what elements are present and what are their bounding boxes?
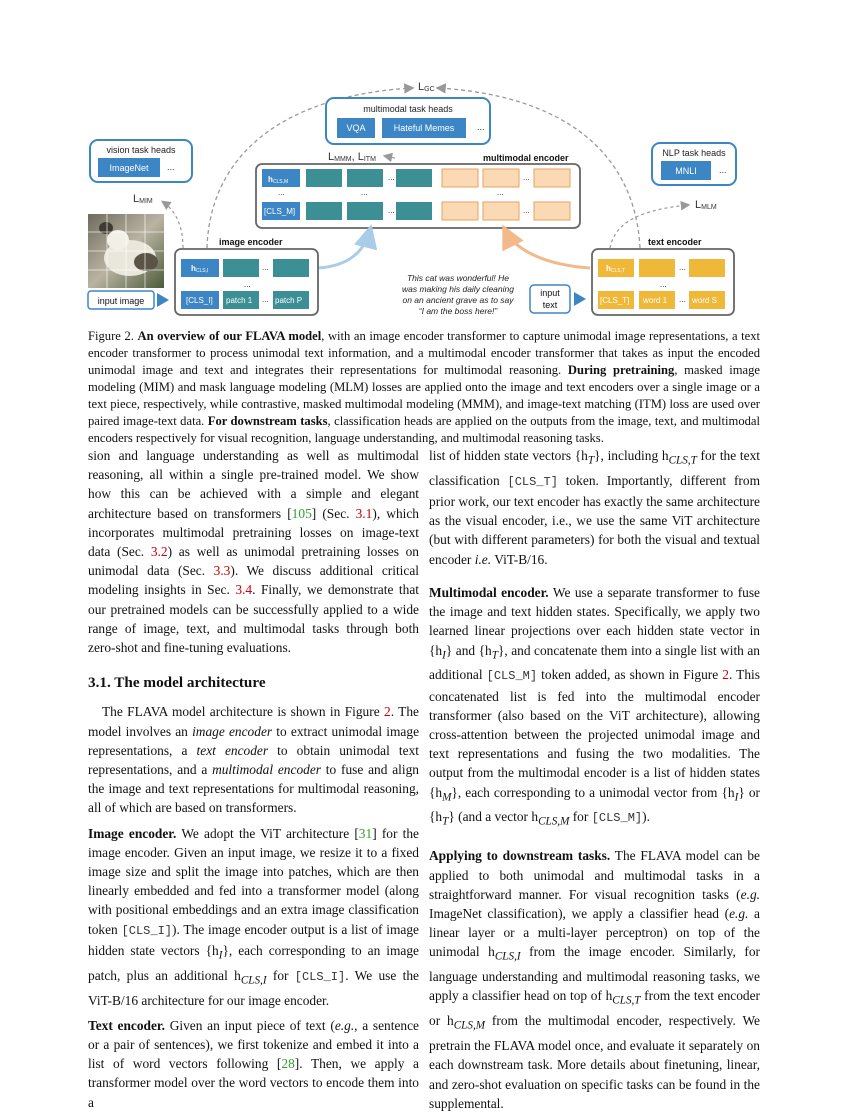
svg-text:input: input	[540, 288, 560, 298]
nlp-task-heads	[652, 143, 736, 185]
section-link-3-1[interactable]: 3.1	[355, 505, 373, 521]
text-encoder-continued-paragraph: list of hidden state vectors $\{h_T\}$, including $h_{CLS,T}$ for the text classification [CLS_T] token. Importantly, different from prior work, our text encoder has exactly the same architecture as the visual encoder, i.e., we use the same ViT architecture (but with different parameters) for both the visual and textual encoder i.e. ViT-B/16.	[429, 448, 760, 567]
svg-text:Hateful Memes: Hateful Memes	[393, 123, 455, 133]
figure-caption: Figure 2. An overview of our FLAVA model, with an image encoder transformer to capture unimodal image representations, a text encoder transformer to process unimodal text information, and a multimodal encoder transformer that takes as input the encoded unimodal image and text and integrates their representations for multimodal reasoning. During pretraining, masked image modeling (MIM) and mask language modeling (MLM) losses are applied onto the image and text encoders over a single image or a text piece, respectively, while contrastive, masked multimodal modeling (MMM), and image-text matching (ITM) loss are used over paired image-text data. For downstream tasks, classification heads are applied on the outputs from the image, text, and multimodal encoders respectively for visual recognition, language understanding, and multimodal reasoning tasks.	[88, 329, 761, 445]
downstream-tasks-paragraph: Applying to downstream tasks. The FLAVA model can be applied to both unimodal and multimodal tasks in a straightforward manner. For visual recognition tasks (e.g. ImageNet classification), we apply a classifier head (e.g. a linear layer or a multi-layer perceptron) on top of the unimodal $h_{CLS,I}$ from the image encoder. Similarly, for language understanding and multimodal reasoning tasks, we apply a classifier head on top of $h_{CLS,T}$ from the text encoder or $h_{CLS,M}$ from the multimodal encoder, respectively. We pretrain the FLAVA model once, and evaluate it separately on each downstream task. More details about finetuning, linear, and zero-shot evaluation on specific tasks can be found in the supplemental.	[429, 848, 761, 1111]
citation-28[interactable]: 28	[281, 1056, 295, 1072]
svg-text:text encoder: text encoder	[648, 237, 702, 247]
citation-31[interactable]: 31	[358, 825, 373, 841]
svg-text:patch 1: patch 1	[226, 296, 253, 305]
loss-mlm-label: LMLM	[695, 199, 717, 211]
image-to-mm-arrow	[318, 230, 370, 268]
section-link-3-2[interactable]: 3.2	[150, 544, 168, 560]
sample-text	[402, 273, 514, 316]
loss-mim-label: LMIM	[133, 193, 153, 205]
image-encoder	[175, 237, 318, 315]
svg-text:multimodal encoder: multimodal encoder	[483, 153, 569, 163]
svg-text:...: ...	[477, 122, 485, 132]
svg-text:MNLI: MNLI	[675, 166, 697, 176]
svg-text:NLP task heads: NLP task heads	[662, 148, 726, 158]
figure-link-2[interactable]: 2	[384, 704, 391, 720]
intro-paragraph: sion and language understanding as well as multimodal reasoning, all within a single pre-trained model. We show how this can be achieved with a simple and elegant architecture based on transformers [105] (Sec. 3.1), which incorporates multimodal pretraining losses on image-text data (Sec. 3.2) as well as unimodal pretraining losses on unimodal data (Sec. 3.3). We discuss additional critical modeling insights in Sec. 3.4. Finally, we demonstrate that our pretrained models can be successfully applied to a wide range of image, text, and multimodal tasks through both zero-shot and fine-tuning evaluations.	[88, 448, 420, 656]
svg-text:VQA: VQA	[346, 123, 366, 133]
svg-text:This cat was wonderful! He: This cat was wonderful! He	[406, 273, 510, 283]
section-link-3-4[interactable]: 3.4	[235, 582, 253, 598]
svg-text:[CLS_I]: [CLS_I]	[186, 296, 213, 305]
svg-text:multimodal task heads: multimodal task heads	[363, 104, 453, 114]
text-encoder	[592, 237, 734, 315]
svg-text:...: ...	[523, 173, 530, 182]
figure-flava-overview	[0, 0, 850, 325]
svg-text:word 1: word 1	[643, 296, 668, 305]
svg-text:...: ...	[523, 206, 530, 215]
section-heading-3-1: 3.1. The model architecture	[88, 674, 266, 692]
svg-text:...: ...	[497, 188, 504, 197]
svg-text:hCLS,I: hCLS,I	[191, 264, 209, 274]
multimodal-task-heads	[326, 98, 490, 144]
svg-text:...: ...	[719, 165, 727, 175]
svg-text:...: ...	[262, 263, 269, 272]
svg-text:hCLS,M: hCLS,M	[268, 175, 289, 185]
architecture-paragraph: The FLAVA model architecture is shown in Figure 2. The model involves an image encoder to extract unimodal image representations, a text encoder to obtain unimodal text representations, and a multimodal encoder to fuse and align the image and text representations for multimodal reasoning, all of which are based on transformers.	[88, 704, 420, 816]
svg-text:...: ...	[278, 188, 285, 197]
svg-text:word S: word S	[692, 296, 717, 305]
multimodal-encoder-paragraph: Multimodal encoder. We use a separate transformer to fuse the image and text hidden states. Specifically, we apply two learned linear projections over each hidden state vector in $\{h_I\}$ and $\{h_T\}$, and concatenate them into a single list with an additional [CLS_M] token added, as shown in Figure 2. This concatenated list is fed into the multimodal encoder transformer (also based on the ViT architecture), allowing cross-attention between the projected unimodal image and text representations and fusing the two modalities. The output from the multimodal encoder is a list of hidden states $\{h_M\}$, each corresponding to a unimodal vector from $\{h_I\}$ or $\{h_T\}$ (and a vector $h_{CLS,M}$ for [CLS_M]).	[429, 584, 761, 829]
svg-text:hCLS,T: hCLS,T	[606, 264, 626, 274]
svg-text:...: ...	[361, 188, 368, 197]
svg-text:ImageNet: ImageNet	[109, 163, 149, 173]
input-cat-image	[88, 214, 164, 288]
multimodal-encoder	[256, 153, 580, 228]
svg-text:“I am the boss here!”: “I am the boss here!”	[418, 306, 498, 316]
vision-task-heads	[90, 140, 192, 182]
svg-text:was making his daily cleaning: was making his daily cleaning	[402, 284, 514, 294]
section-link-3-3[interactable]: 3.3	[213, 563, 231, 579]
svg-text:...: ...	[660, 280, 667, 289]
svg-text:[CLS_T]: [CLS_T]	[600, 296, 630, 305]
svg-text:image encoder: image encoder	[219, 237, 283, 247]
svg-text:...: ...	[167, 162, 175, 172]
loss-gc-label: LGC	[418, 81, 435, 93]
svg-text:text: text	[542, 300, 558, 310]
citation-105[interactable]: 105	[291, 505, 312, 521]
svg-text:...: ...	[262, 295, 269, 304]
svg-text:[CLS_M]: [CLS_M]	[264, 207, 296, 216]
svg-text:...: ...	[679, 263, 686, 272]
svg-text:input image: input image	[97, 296, 145, 306]
svg-text:...: ...	[244, 280, 251, 289]
svg-text:vision task heads: vision task heads	[106, 145, 176, 155]
left-column	[88, 446, 419, 1112]
right-column	[429, 446, 760, 1113]
figure-link-2-right[interactable]: 2	[722, 667, 729, 683]
svg-text:...: ...	[679, 295, 686, 304]
image-encoder-paragraph: Image encoder. We adopt the ViT architecture [31] for the image encoder. Given an input image, we resize it to a fixed image size and split the image into patches, which are then linearly embedded and fed into a transformer model (along with positional embeddings and an extra image classification token [CLS_I]). The image encoder output is a list of image hidden state vectors $\{h_I\}$, each corresponding to an image patch, plus an additional $h_{CLS,I}$ for [CLS_I]. We use the ViT-B/16 architecture for our image encoder.	[88, 825, 419, 1008]
svg-text:on an ancient grave as to say: on an ancient grave as to say	[402, 295, 514, 305]
text-to-mm-arrow	[505, 230, 590, 268]
text-encoder-paragraph: Text encoder. Given an input piece of text (e.g., a sentence or a pair of sentences), we first tokenize and embed it into a list of word vectors following [28]. Then, we apply a transformer model over the word vectors to encode them into a	[88, 1017, 420, 1110]
svg-text:...: ...	[388, 206, 395, 215]
svg-text:...: ...	[388, 173, 395, 182]
svg-text:patch P: patch P	[275, 296, 303, 305]
loss-mmm-itm-label: LMMM, LITM	[328, 151, 376, 163]
